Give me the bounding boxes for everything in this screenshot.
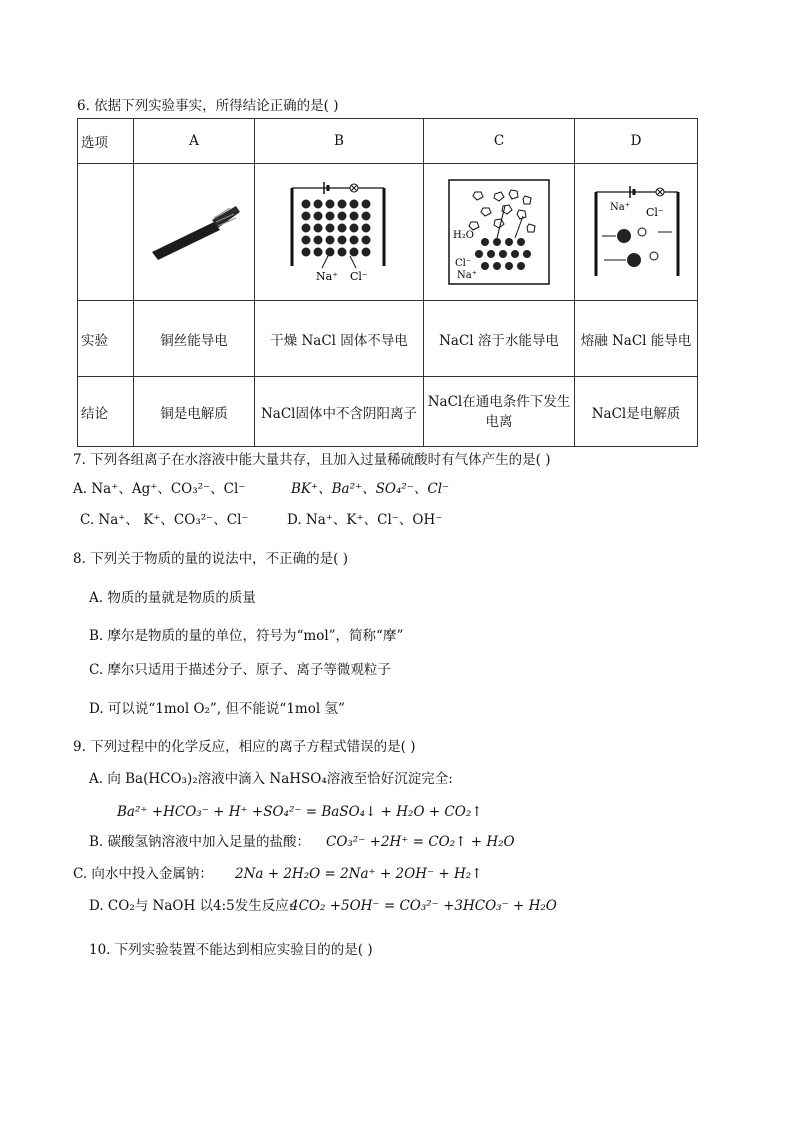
q8-option-d: D. 可以说“1mol O₂”, 但不能说“1mol 氢” [89, 701, 345, 717]
q9-option-d-text: D. CO₂与 NaOH 以4:5发生反应: [89, 898, 294, 914]
conclusion-a: 铜是电解质 [134, 377, 255, 447]
figure-b-cell [255, 164, 424, 301]
experiment-b: 干燥 NaCl 固体不导电 [255, 301, 424, 377]
solid-nacl-figure [284, 176, 394, 288]
row-experiment-label: 实验 [78, 301, 134, 377]
q6-stem: 6. 依据下列实验事实，所得结论正确的是( ) [77, 98, 339, 114]
q9-stem: 9. 下列过程中的化学反应，相应的离子方程式错误的是( ) [73, 739, 416, 755]
figure-d-cell [575, 164, 698, 301]
q8-option-c: C. 摩尔只适用于描述分子、原子、离子等微观粒子 [89, 662, 391, 678]
q9-option-a-equation: Ba²⁺ +HCO₃⁻ + H⁺ +SO₄²⁻ = BaSO₄↓ + H₂O + CO₂↑ [117, 804, 483, 820]
b-na-label: Na⁺ [316, 270, 338, 283]
q9-option-b-equation: CO₃²⁻ +2H⁺ = CO₂↑ + H₂O [326, 834, 515, 850]
q8-stem: 8. 下列关于物质的量的说法中，不正确的是( ) [73, 551, 348, 567]
d-na-label: Na⁺ [610, 202, 630, 213]
nacl-dissolve-figure [445, 176, 553, 288]
image-row-label [78, 164, 134, 301]
header-option: 选项 [78, 119, 134, 164]
b-cl-label: Cl⁻ [350, 270, 368, 283]
q6-table [77, 118, 698, 447]
header-b: B [255, 119, 424, 164]
q9-option-c-text: C. 向水中投入金属钠： [73, 866, 213, 882]
figure-a-cell [134, 164, 255, 301]
q9-option-d-equation: 4CO₂ +5OH⁻ = CO₃²⁻ +3HCO₃⁻ + H₂O [290, 898, 557, 914]
q7-stem: 7. 下列各组离子在水溶液中能大量共存，且加入过量稀硫酸时有气体产生的是( ) [73, 452, 551, 468]
q9-option-c-equation: 2Na + 2H₂O = 2Na⁺ + 2OH⁻ + H₂↑ [235, 866, 483, 882]
q7-option-a: A. Na⁺、Ag⁺、CO₃²⁻、Cl⁻ [73, 481, 246, 497]
conclusion-b: NaCl固体中不含阴阳离子 [255, 377, 424, 447]
experiment-a: 铜丝能导电 [134, 301, 255, 377]
conclusion-c: NaCl在通电条件下发生电离 [424, 377, 575, 447]
row-conclusion-label: 结论 [78, 377, 134, 447]
q7-option-c: C. Na⁺、 K⁺、CO₃²⁻、Cl⁻ [80, 512, 249, 528]
q9-option-a: A. 向 Ba(HCO₃)₂溶液中滴入 NaHSO₄溶液至恰好沉淀完全: [89, 771, 453, 787]
d-cl-label: Cl⁻ [646, 206, 664, 219]
q9-option-b-text: B. 碳酸氢钠溶液中加入足量的盐酸： [89, 834, 311, 850]
molten-nacl-figure [584, 182, 688, 282]
q8-option-a: A. 物质的量就是物质的质量 [89, 590, 256, 606]
header-d: D [575, 119, 698, 164]
figure-c-cell [424, 164, 575, 301]
conclusion-d: NaCl是电解质 [575, 377, 698, 447]
c-cl-label: Cl⁻ [455, 258, 472, 269]
q8-option-b: B. 摩尔是物质的量的单位，符号为“mol”，简称“摩” [89, 628, 404, 644]
experiment-d: 熔融 NaCl 能导电 [575, 301, 698, 377]
q7-option-b: BK⁺、Ba²⁺、SO₄²⁻、Cl⁻ [291, 481, 450, 497]
copper-wire-figure [144, 192, 244, 272]
c-h2o-label: H₂O [453, 230, 474, 241]
experiment-c: NaCl 溶于水能导电 [424, 301, 575, 377]
header-c: C [424, 119, 575, 164]
q7-option-d: D. Na⁺、K⁺、Cl⁻、OH⁻ [287, 512, 443, 528]
q10-stem: 10. 下列实验装置不能达到相应实验目的的是( ) [89, 942, 373, 958]
header-a: A [134, 119, 255, 164]
c-na-label: Na⁺ [457, 270, 477, 281]
